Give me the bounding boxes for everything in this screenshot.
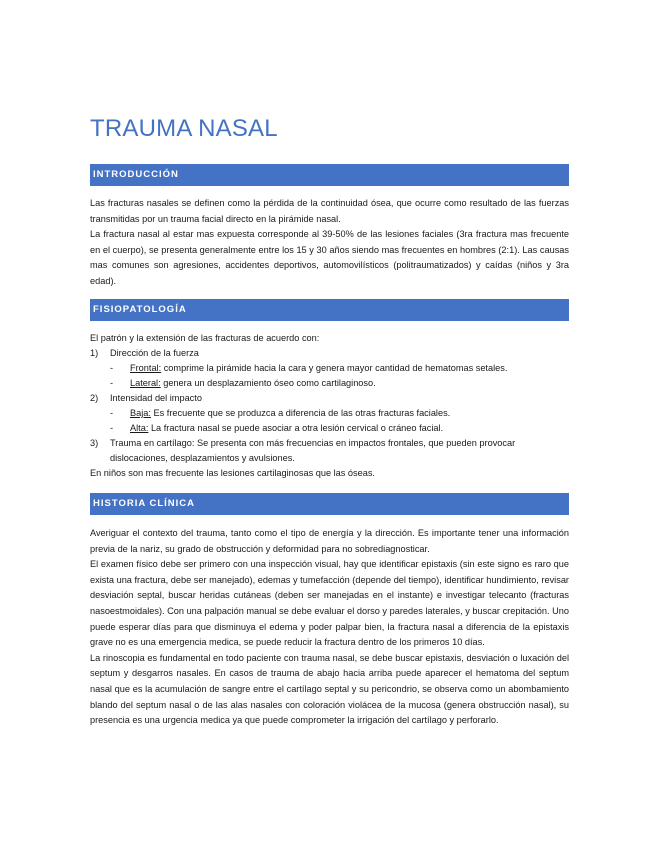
fisio-sub-baja: - Baja: Es frecuente que se produzca a diferencia de las otras fracturas faciales. (110, 408, 451, 418)
fisio-sub-baja-key: Baja: (130, 408, 151, 418)
section-heading-introduccion: INTRODUCCIÓN (90, 164, 569, 186)
fisio-sub-frontal: - Frontal: comprime la pirámide hacia la cara y genera mayor cantidad de hematomas setales. (110, 363, 508, 373)
fisio-sub-frontal-key: Frontal: (130, 363, 162, 373)
section-heading-fisiopatologia: FISIOPATOLOGÍA (90, 299, 569, 321)
intro-paragraph-2: La fractura nasal al estar mas expuesta corresponde al 39-50% de las lesiones faciales (3ra fractura mas frecuente en el cuerpo), se presenta generalmente entre los 15 y 30 años siendo mas frecuentes en hombres (2:1). Las causas mas comunes son agresiones, accidentes deportivos, automovilísticos (politraumatizados) y caídas (niños y 3ra edad). (90, 229, 569, 286)
intro-text (90, 196, 569, 290)
fisio-item-2-label: Intensidad del impacto (110, 393, 202, 403)
historia-paragraph-1: Averiguar el contexto del trauma, tanto como el tipo de energía y la dirección. Es importante tener una información previa de la nariz, su grado de obstrucción y deformidad para no sobrediagnosticar. (90, 528, 569, 554)
fisio-item-3-number: 3) (90, 438, 99, 448)
fisio-sub-alta-key: Alta: (130, 423, 149, 433)
fisio-closing: En niños son mas frecuente las lesiones cartilaginosas que las óseas. (90, 468, 375, 478)
fisio-item-3 (90, 436, 515, 451)
fisio-sub-lateral: - Lateral: genera un desplazamiento óseo como cartilaginoso. (110, 378, 376, 388)
fisio-sub-alta: - Alta: La fractura nasal se puede asociar a otra lesión cervical o cráneo facial. (110, 423, 444, 433)
fisio-sub-lateral-key: Lateral: (130, 378, 161, 388)
section-heading-historia-clinica: HISTORIA CLÍNICA (90, 493, 569, 515)
page-title: TRAUMA NASAL (90, 115, 278, 142)
intro-paragraph-1: Las fracturas nasales se definen como la pérdida de la continuidad ósea, que ocurre como resultado de las fuerzas transmitidas por un trauma facial directo en la pirámide nasal. (90, 198, 569, 224)
fisio-item-1-number: 1) (90, 348, 99, 358)
fisio-item-3-line-1: Trauma en cartílago: Se presenta con más frecuencias en impactos frontales, que pueden provocar (110, 438, 516, 448)
fisio-item-1-label: Dirección de la fuerza (110, 348, 199, 358)
fisio-intro: El patrón y la extensión de las fracturas de acuerdo con: (90, 333, 320, 343)
fisio-item-2 (90, 391, 202, 406)
historia-text (90, 526, 569, 729)
historia-paragraph-3: La rinoscopia es fundamental en todo paciente con trauma nasal, se debe buscar epistaxis, desviación o luxación del septum y desgarros nasales. En casos de trauma de abajo hacia arriba puede aparecer el hematoma del septum nasal que es la acumulación de sangre entre el cartílago septal y su pericondrio, se observa como un abombamiento blando del septum nasal o de las alas nasales con coloración violácea de la mucosa (genera obstrucción nasal), su presencia es una urgencia medica ya que puede comprometer la irrigación del cartílago y perforarlo. (90, 652, 569, 726)
historia-paragraph-2: El examen físico debe ser primero con una inspección visual, hay que identificar epistaxis (sin este signo es raro que exista una fractura, debe ser manejado), edemas y tumefacción (depende del tiempo), identificar hundimiento, revisar desviación septal, buscar heridas cutáneas (deben ser manejadas en el instante) e investigar telecanto (fracturas nasoestmoidales). Con una palpación manual se debe evaluar el dorso y paredes laterales, y buscar crepitación. Uno puede esperar días para que disminuya el edema y poder palpar bien, la fractura nasal a diferencia de la epistaxis grave no es una emergencia medica, se puede reducir la fractura dentro de los primeros 10 días. (90, 559, 569, 648)
fisio-item-1 (90, 346, 199, 361)
fisio-item-2-number: 2) (90, 393, 99, 403)
fisio-item-3-line-2: dislocaciones, desplazamientos y avulsiones. (110, 453, 295, 463)
